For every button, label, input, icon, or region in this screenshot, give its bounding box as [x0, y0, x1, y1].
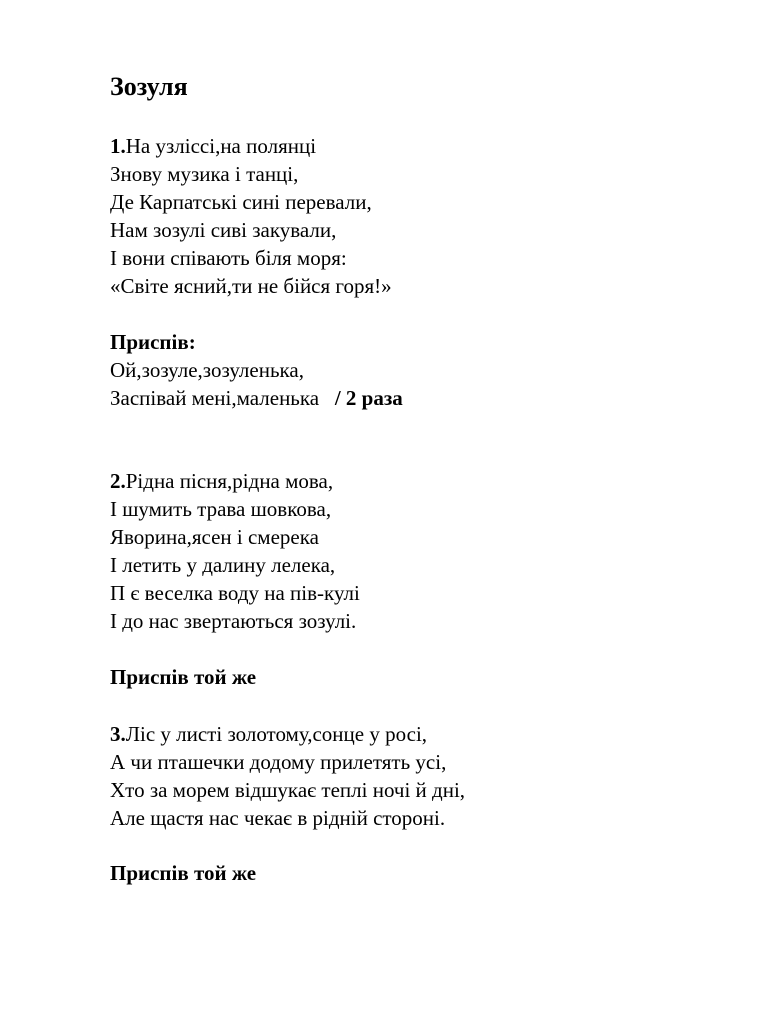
verse-line: Знову музика і танці,	[110, 162, 299, 186]
verse-number: 3.	[110, 722, 126, 746]
song-title: Зозуля	[110, 72, 188, 101]
verse-line: А чи пташечки додому прилетять усі,	[110, 750, 447, 774]
verse-line: 1.На узліссі,на полянці	[110, 134, 317, 158]
verse-line: Але щастя нас чекає в рідній стороні.	[110, 806, 446, 830]
chorus-repeat-note	[110, 859, 256, 887]
chorus-repeat-label: Приспів той же	[110, 665, 257, 689]
verse-1	[110, 132, 392, 300]
verse-line: Нам зозулі сиві закували,	[110, 218, 337, 242]
verse-2	[110, 467, 360, 635]
verse-line: Де Карпатські сині перевали,	[110, 190, 372, 214]
verse-line: 3.Ліс у листі золотому,сонце у росі,	[110, 722, 428, 746]
verse-line: «Світе ясний,ти не бійся горя!»	[110, 274, 392, 298]
verse-number: 2.	[110, 469, 126, 493]
verse-line: Хто за морем відшукає теплі ночі й дні,	[110, 778, 466, 802]
chorus-line: Заспівай мені,маленька / 2 раза	[110, 386, 403, 410]
chorus-repeat-note	[110, 663, 256, 691]
chorus-heading: Приспів:	[110, 330, 196, 354]
verse-line: І шумить трава шовкова,	[110, 497, 332, 521]
verse-line: П є веселка воду на пів-кулі	[110, 581, 360, 605]
chorus	[110, 328, 403, 412]
chorus-repeat-label: Приспів той же	[110, 861, 257, 885]
verse-3	[110, 720, 465, 832]
verse-line: Яворина,ясен і смерека	[110, 525, 319, 549]
verse-number: 1.	[110, 134, 126, 158]
verse-line: І вони співають біля моря:	[110, 246, 347, 270]
verse-line: 2.Рідна пісня,рідна мова,	[110, 469, 334, 493]
verse-line: І до нас звертаються зозулі.	[110, 609, 357, 633]
chorus-line: Ой,зозуле,зозуленька,	[110, 358, 304, 382]
verse-line: І летить у далину лелека,	[110, 553, 336, 577]
repeat-marker: / 2 раза	[334, 386, 403, 410]
